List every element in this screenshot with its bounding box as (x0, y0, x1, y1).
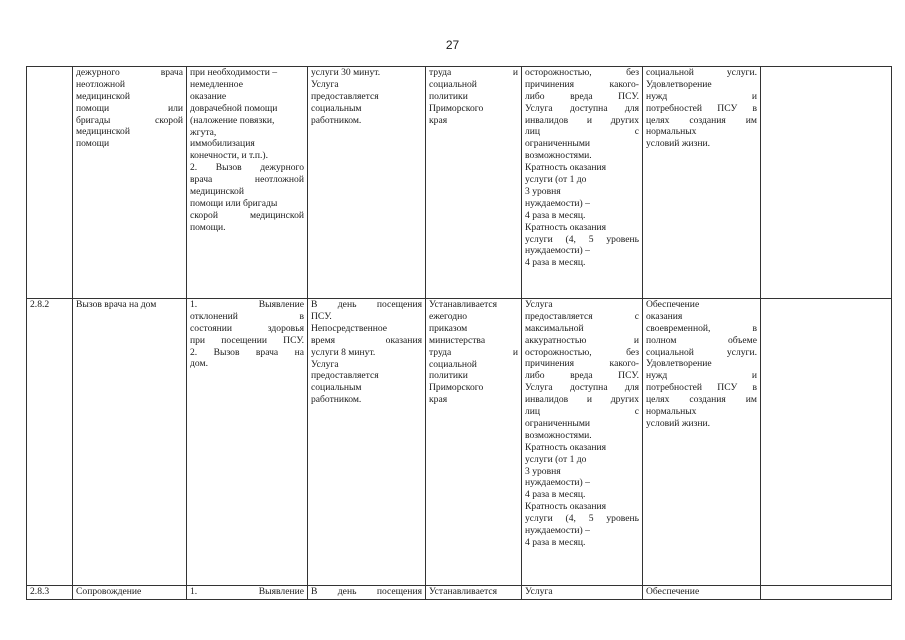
cell-line: 4 раза в месяц. (525, 209, 586, 221)
cell-line: политики (429, 370, 468, 382)
cell-line: 3 уровня (525, 185, 561, 197)
cell-line: Кратность оказания (525, 441, 607, 453)
cell-line: возможностями. (525, 150, 592, 162)
cell-line: Услуга (525, 586, 553, 597)
cell-line: инвалидов и других (525, 114, 639, 126)
cell-line: нужд и (646, 370, 757, 382)
cell-line: помощи. (190, 221, 226, 233)
cell-line: Услуга (525, 299, 553, 310)
cell-line: социальным (311, 382, 362, 394)
cell-line: состоянии здоровья (190, 322, 304, 334)
cell-line: неотложной (76, 78, 126, 90)
service-standards-table (26, 66, 892, 600)
cell-line: максимальной (525, 322, 584, 334)
cell-line: нуждаемости) – (525, 525, 590, 537)
service-cost-cell (426, 67, 522, 299)
cell-line: лиц с (525, 126, 639, 138)
cell-line: Кратность оказания (525, 501, 607, 513)
cell-line: целях создания им (646, 394, 757, 406)
cell-line: труда и (429, 67, 518, 78)
cell-line: Кратность оказания (525, 221, 607, 233)
cell-line: Услуга доступна для (525, 382, 639, 394)
notes-cell (761, 67, 892, 299)
cell-line: помощи или бригады (190, 197, 278, 209)
cell-line: предоставляется (311, 370, 379, 382)
cell-line: причинения какого- (525, 78, 639, 90)
cell-line: 4 раза в месяц. (525, 489, 586, 501)
cell-line: 2. Вызов врача на (190, 346, 304, 358)
cell-line: услуги (от 1 до (525, 453, 587, 465)
service-name-cell (73, 586, 187, 600)
cell-line: Кратность оказания (525, 162, 607, 174)
service-result-cell (643, 586, 761, 600)
cell-line: Приморского (429, 382, 484, 394)
cell-line: помощи или (76, 102, 183, 114)
cell-line: врача неотложной (190, 174, 304, 186)
cell-line: 4 раза в месяц. (525, 257, 586, 269)
service-result-cell (643, 299, 761, 586)
cell-line: Устанавливается (429, 586, 498, 597)
cell-line: полном объеме (646, 334, 757, 346)
cell-line: края (429, 114, 448, 126)
cell-line: нуждаемости) – (525, 197, 590, 209)
cell-line: услуги 8 минут. (311, 346, 376, 358)
cell-line: работником. (311, 114, 362, 126)
cell-line: иммобилизация (190, 138, 255, 150)
notes-cell (761, 586, 892, 600)
cell-line: В день посещения (311, 586, 422, 597)
cell-line: услуги (4, 5 уровень (525, 513, 639, 525)
cell-line: предоставляется с (525, 310, 639, 322)
cell-line: политики (429, 90, 468, 102)
service-timing-cell (308, 67, 426, 299)
service-number-cell: 2.8.2 (27, 299, 73, 586)
cell-line: конечности, и т.п.). (190, 150, 269, 162)
cell-line: услуги (от 1 до (525, 174, 587, 186)
cell-line: Сопровождение (76, 586, 142, 597)
cell-line: условий жизни. (646, 138, 711, 150)
cell-line: социальной (429, 78, 477, 90)
cell-line: нуждаемости) – (525, 245, 590, 257)
cell-line: отклонений в (190, 310, 304, 322)
cell-line: осторожностью, без (525, 346, 639, 358)
cell-line: своевременной, в (646, 322, 757, 334)
cell-line: услуги (4, 5 уровень (525, 233, 639, 245)
cell-line: медицинской (190, 186, 244, 198)
service-conditions-cell (522, 67, 643, 299)
cell-line: 2. Вызов дежурного (190, 162, 304, 174)
cell-line: причинения какого- (525, 358, 639, 370)
cell-line: Удовлетворение (646, 358, 712, 370)
cell-line: Вызов врача на дом (76, 299, 157, 310)
cell-line: либо вреда ПСУ. (525, 90, 639, 102)
cell-line: социальной услуги. (646, 67, 757, 78)
cell-line: работником. (311, 394, 362, 406)
cell-line: края (429, 394, 448, 406)
service-cost-cell (426, 299, 522, 586)
service-content-cell (187, 586, 308, 600)
cell-line: потребностей ПСУ в (646, 102, 757, 114)
cell-line: ограниченными (525, 138, 591, 150)
cell-line: дом. (190, 358, 208, 370)
cell-line: Приморского (429, 102, 484, 114)
cell-line: Услуга (311, 78, 339, 90)
service-name-cell (73, 299, 187, 586)
service-cost-cell (426, 586, 522, 600)
cell-line: Услуга доступна для (525, 102, 639, 114)
cell-line: лиц с (525, 406, 639, 418)
service-number-cell (27, 67, 73, 299)
cell-line: министерства (429, 334, 486, 346)
service-number-cell: 2.8.3 (27, 586, 73, 600)
cell-line: помощи (76, 138, 110, 150)
cell-line: немедленное (190, 78, 243, 90)
cell-line: жгута, (190, 126, 217, 138)
cell-line: медицинской (76, 126, 130, 138)
cell-line: доврачебной помощи (190, 102, 278, 114)
cell-line: услуги 30 минут. (311, 67, 381, 78)
cell-line: Обеспечение (646, 299, 700, 310)
cell-line: аккуратностью и (525, 334, 639, 346)
cell-line: предоставляется (311, 90, 379, 102)
cell-line: при необходимости – (190, 67, 278, 78)
cell-line: Непосредственное (311, 322, 388, 334)
cell-line: оказание (190, 90, 227, 102)
cell-line: ограниченными (525, 417, 591, 429)
service-result-cell (643, 67, 761, 299)
cell-line: либо вреда ПСУ. (525, 370, 639, 382)
cell-line: нормальных (646, 406, 697, 418)
cell-line: при посещении ПСУ. (190, 334, 304, 346)
cell-line: Удовлетворение (646, 78, 712, 90)
cell-line: 1. Выявление (190, 586, 304, 597)
cell-line: Обеспечение (646, 586, 700, 597)
cell-line: дежурного врача (76, 67, 183, 78)
cell-line: социальной (429, 358, 477, 370)
cell-line: осторожностью, без (525, 67, 639, 78)
cell-line: социальной услуги. (646, 346, 757, 358)
cell-line: нужд и (646, 90, 757, 102)
cell-line: время оказания (311, 334, 422, 346)
cell-line: целях создания им (646, 114, 757, 126)
cell-line: труда и (429, 346, 518, 358)
service-content-cell (187, 299, 308, 586)
cell-line: 1. Выявление (190, 299, 304, 310)
table-row (27, 67, 892, 299)
cell-line: возможностями. (525, 429, 592, 441)
cell-line: нуждаемости) – (525, 477, 590, 489)
cell-line: потребностей ПСУ в (646, 382, 757, 394)
cell-line: ПСУ. (311, 310, 332, 322)
service-timing-cell (308, 299, 426, 586)
cell-line: 3 уровня (525, 465, 561, 477)
cell-line: условий жизни. (646, 417, 711, 429)
service-conditions-cell (522, 299, 643, 586)
service-timing-cell (308, 586, 426, 600)
cell-line: Устанавливается (429, 299, 498, 310)
cell-line: Услуга (311, 358, 339, 370)
cell-line: бригады скорой (76, 114, 183, 126)
cell-line: нормальных (646, 126, 697, 138)
cell-line: инвалидов и других (525, 394, 639, 406)
notes-cell (761, 299, 892, 586)
cell-line: ежегодно (429, 310, 468, 322)
page-number: 27 (445, 38, 460, 52)
cell-line: социальным (311, 102, 362, 114)
cell-line: оказания (646, 310, 683, 322)
cell-line: 4 раза в месяц. (525, 536, 586, 548)
service-name-cell (73, 67, 187, 299)
cell-line: (наложение повязки, (190, 114, 275, 126)
cell-line: В день посещения (311, 299, 422, 310)
table-row (27, 586, 892, 600)
table-row (27, 299, 892, 586)
service-conditions-cell (522, 586, 643, 600)
cell-line: приказом (429, 322, 468, 334)
service-content-cell (187, 67, 308, 299)
cell-line: скорой медицинской (190, 209, 304, 221)
cell-line: медицинской (76, 90, 130, 102)
